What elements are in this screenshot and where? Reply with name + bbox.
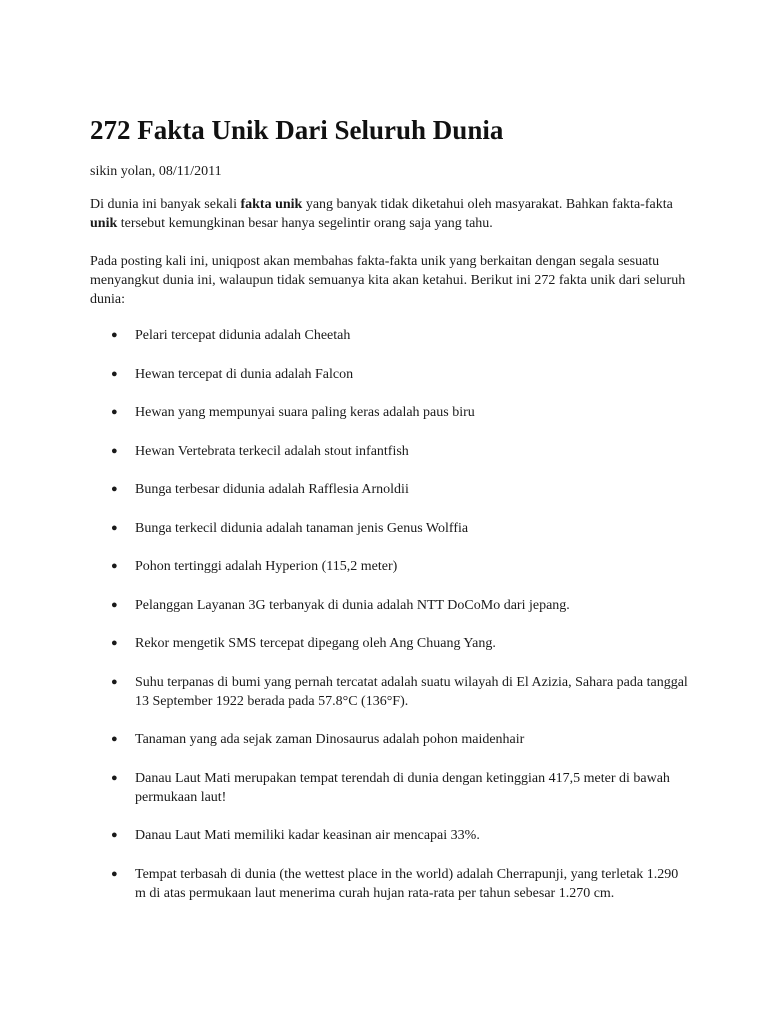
list-item-text: Rekor mengetik SMS tercepat dipegang oleh Ang Chuang Yang. bbox=[135, 636, 496, 651]
list-item-text: Hewan tercepat di dunia adalah Falcon bbox=[135, 366, 354, 382]
list-item-text: Danau Laut Mati memiliki kadar keasinan air mencapai 33%. bbox=[135, 828, 480, 843]
list-item bbox=[90, 403, 690, 422]
list-item bbox=[90, 557, 690, 576]
list-item bbox=[90, 480, 690, 499]
bullet-icon: ● bbox=[111, 829, 118, 841]
bullet-icon: ● bbox=[111, 598, 118, 611]
list-item bbox=[90, 673, 690, 711]
second-paragraph: Pada posting kali ini, uniqpost akan membahas fakta-fakta unik yang berkaitan dengan segala sesuatu menyangkut dunia ini, walaupun tidak semuanya kita akan ketahui. Berikut ini 272 fakta unik dari seluruh dunia: bbox=[90, 254, 686, 307]
list-item-text: Danau Laut Mati merupakan tempat terendah di dunia dengan ketinggian 417,5 meter di bawah permukaan laut! bbox=[135, 770, 670, 805]
list-item-text: Pelari tercepat didunia adalah Cheetah bbox=[135, 328, 351, 343]
list-item-text: Pelanggan Layanan 3G terbanyak di dunia adalah NTT DoCoMo dari jepang. bbox=[135, 597, 570, 613]
list-item bbox=[90, 865, 690, 903]
intro-paragraph bbox=[90, 195, 690, 233]
list-item bbox=[90, 596, 690, 615]
list-item bbox=[90, 730, 690, 749]
bullet-icon: ● bbox=[111, 329, 118, 341]
list-item bbox=[90, 634, 690, 653]
list-item-text: Pohon tertinggi adalah Hyperion (115,2 meter) bbox=[135, 559, 398, 574]
facts-list bbox=[90, 326, 690, 903]
bullet-icon: ● bbox=[111, 483, 118, 495]
list-item-text: Tempat terbasah di dunia (the wettest place in the world) adalah Cherrapunji, yang terletak 1.290 m di atas permukaan laut menerima curah hujan rata-rata per tahun sebesar 1.270 cm. bbox=[135, 866, 679, 901]
intro-bold-2: unik bbox=[90, 216, 118, 231]
bullet-icon: ● bbox=[111, 867, 118, 880]
list-item bbox=[90, 826, 690, 845]
list-item-text: Bunga terbesar didunia adalah Rafflesia Arnoldii bbox=[135, 482, 409, 497]
article bbox=[90, 112, 690, 922]
list-item bbox=[90, 326, 690, 345]
list-item bbox=[90, 519, 690, 538]
intro-text-2: yang banyak tidak diketahui oleh masyarakat. Bahkan fakta-fakta bbox=[302, 197, 673, 212]
list-item bbox=[90, 442, 690, 461]
list-item-text: Suhu terpanas di bumi yang pernah tercatat adalah suatu wilayah di El Azizia, Sahara pada tanggal 13 September 1922 berada pada 57.8°C (136°F). bbox=[135, 674, 688, 709]
intro-bold-1: fakta unik bbox=[240, 197, 303, 212]
bullet-icon: ● bbox=[111, 733, 118, 745]
bullet-icon: ● bbox=[111, 771, 118, 784]
bullet-icon: ● bbox=[111, 444, 118, 457]
list-item-text: Hewan Vertebrata terkecil adalah stout infantfish bbox=[135, 443, 409, 459]
article-title: 272 Fakta Unik Dari Seluruh Dunia bbox=[90, 115, 504, 145]
list-item bbox=[90, 769, 690, 807]
list-item-text: Bunga terkecil didunia adalah tanaman jenis Genus Wolffia bbox=[135, 520, 469, 536]
list-item bbox=[90, 365, 690, 384]
bullet-icon: ● bbox=[111, 521, 118, 534]
list-item-text: Hewan yang mempunyai suara paling keras adalah paus biru bbox=[135, 405, 475, 420]
article-byline: sikin yolan, 08/11/2011 bbox=[90, 164, 222, 179]
bullet-icon: ● bbox=[111, 675, 118, 688]
bullet-icon: ● bbox=[111, 637, 118, 649]
list-item-text: Tanaman yang ada sejak zaman Dinosaurus adalah pohon maidenhair bbox=[135, 732, 525, 747]
bullet-icon: ● bbox=[111, 560, 118, 572]
bullet-icon: ● bbox=[111, 367, 118, 380]
intro-text-1: Di dunia ini banyak sekali bbox=[90, 197, 241, 212]
bullet-icon: ● bbox=[111, 406, 118, 418]
intro-text-3: tersebut kemungkinan besar hanya segelintir orang saja yang tahu. bbox=[117, 216, 493, 231]
